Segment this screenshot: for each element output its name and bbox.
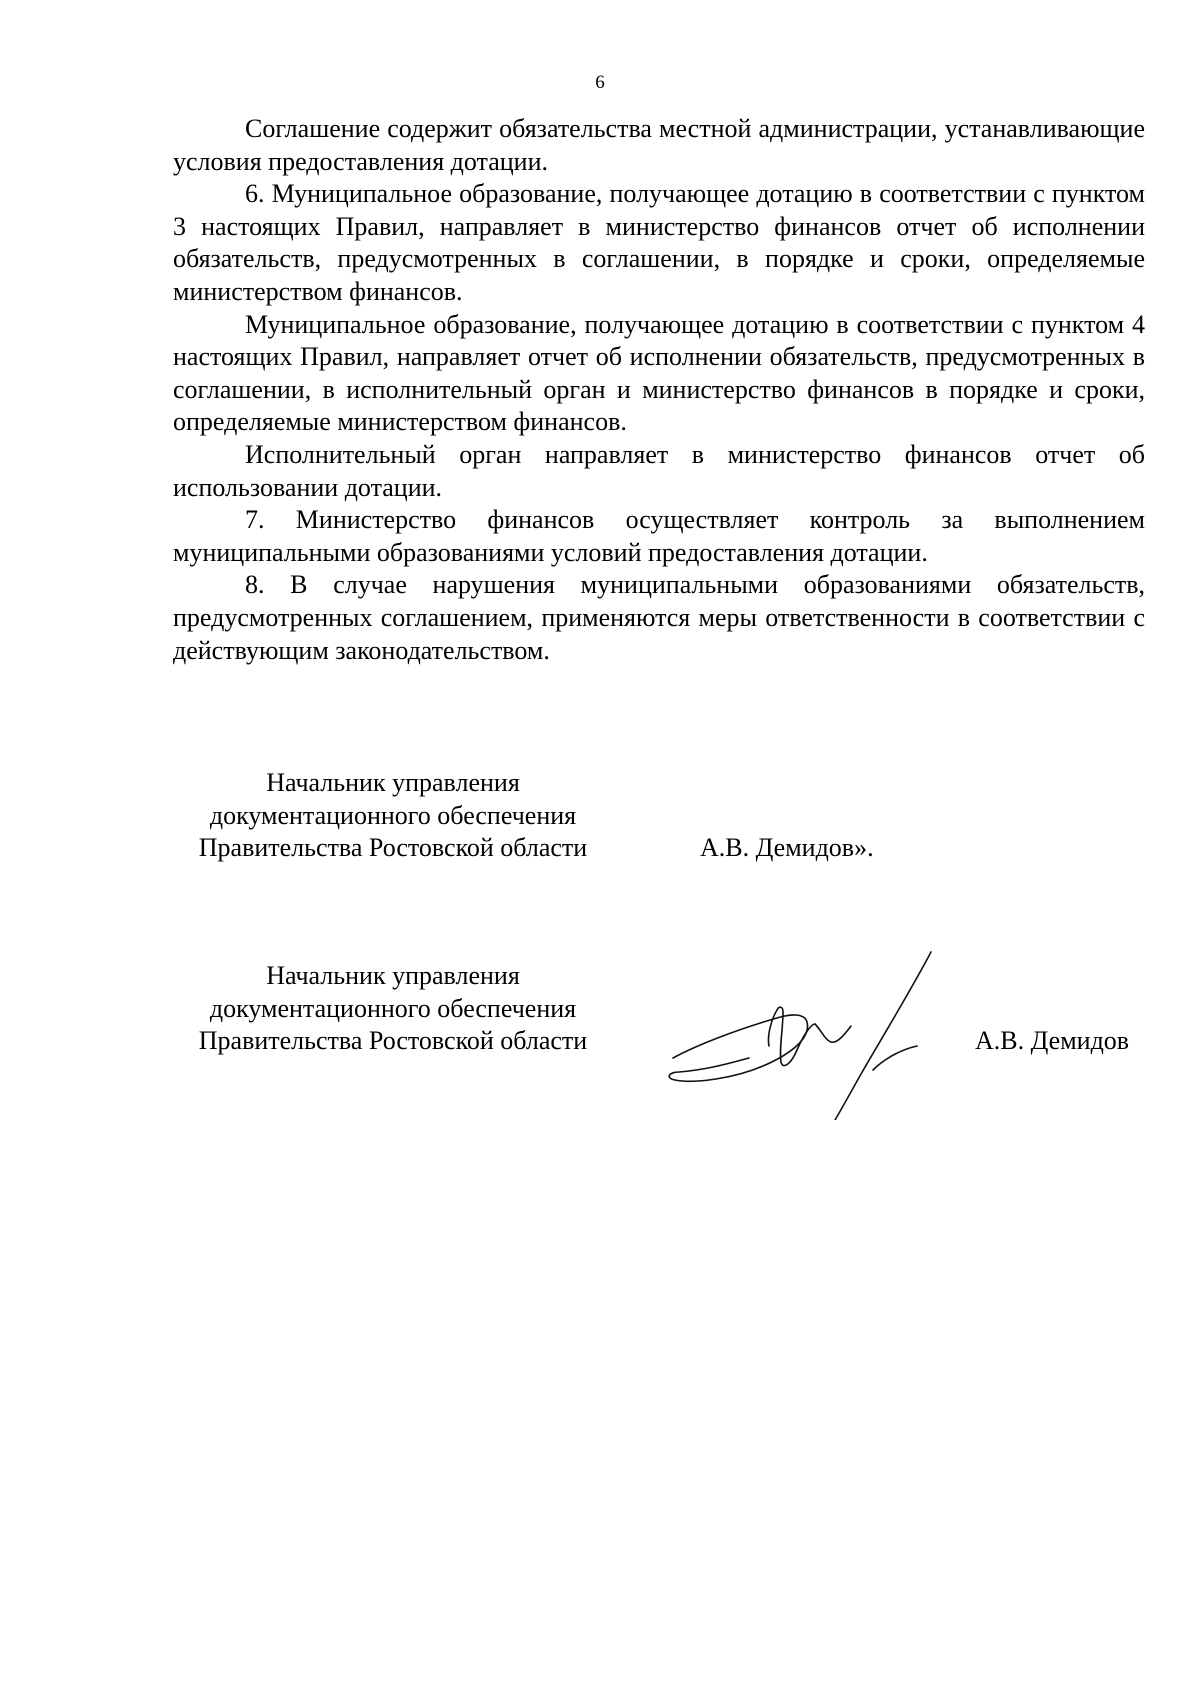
paragraph-agreement-obligations: Соглашение содержит обязательства местной администрации, устанавливающие условия предоставления дотации. (173, 114, 1145, 176)
signatory-name-1: А.В. Демидов». (700, 833, 874, 862)
paragraph-item-6: 6. Муниципальное образование, получающее дотацию в соответствии с пунктом 3 настоящих Правил, направляет в министерство финансов отчет об исполнении обязательств, предусмотренных в соглашении, в порядке и сроки, определяемые министерством финансов. (173, 179, 1145, 306)
signature-title-line: Правительства Ростовской области (198, 833, 588, 863)
signature-title-line: Начальник управления (266, 768, 520, 797)
page-number: 6 (595, 72, 605, 93)
signature-stroke (768, 1007, 815, 1065)
paragraph-item-6-point-4: Муниципальное образование, получающее дотацию в соответствии с пунктом 4 настоящих Правил, направляет отчет об исполнении обязательств, предусмотренных в соглашении, в исполнительный орган и министерство финансов в порядке и сроки, определяемые министерством финансов. (173, 309, 1145, 437)
signature-title-block-2 (173, 960, 613, 1058)
signature-title-line: документационного обеспечения (209, 993, 577, 1023)
document-body (173, 113, 1145, 667)
paragraph-executive-body-report: Исполнительный орган направляет в министерство финансов отчет об использовании дотации. (173, 439, 1145, 502)
signature-title-block-1 (173, 767, 613, 865)
signature-title-line: Начальник управления (266, 961, 520, 990)
signature-stroke (835, 952, 931, 1120)
signature-title-line: документационного обеспечения (209, 800, 577, 830)
paragraph-item-8: 8. В случае нарушения муниципальными образованиями обязательств, предусмотренных соглашением, применяются меры ответственности в соответствии с действующим законодательством. (173, 570, 1145, 665)
signature-stroke (669, 1015, 807, 1081)
signature-stroke (815, 1024, 851, 1042)
handwritten-signature (665, 950, 955, 1120)
signatory-name-2: А.В. Демидов (975, 1026, 1130, 1055)
paragraph-item-7: 7. Министерство финансов осуществляет контроль за выполнением муниципальными образованиями условий предоставления дотации. (173, 505, 1145, 567)
signature-title-line: Правительства Ростовской области (198, 1026, 588, 1056)
signature-stroke (873, 1046, 917, 1070)
